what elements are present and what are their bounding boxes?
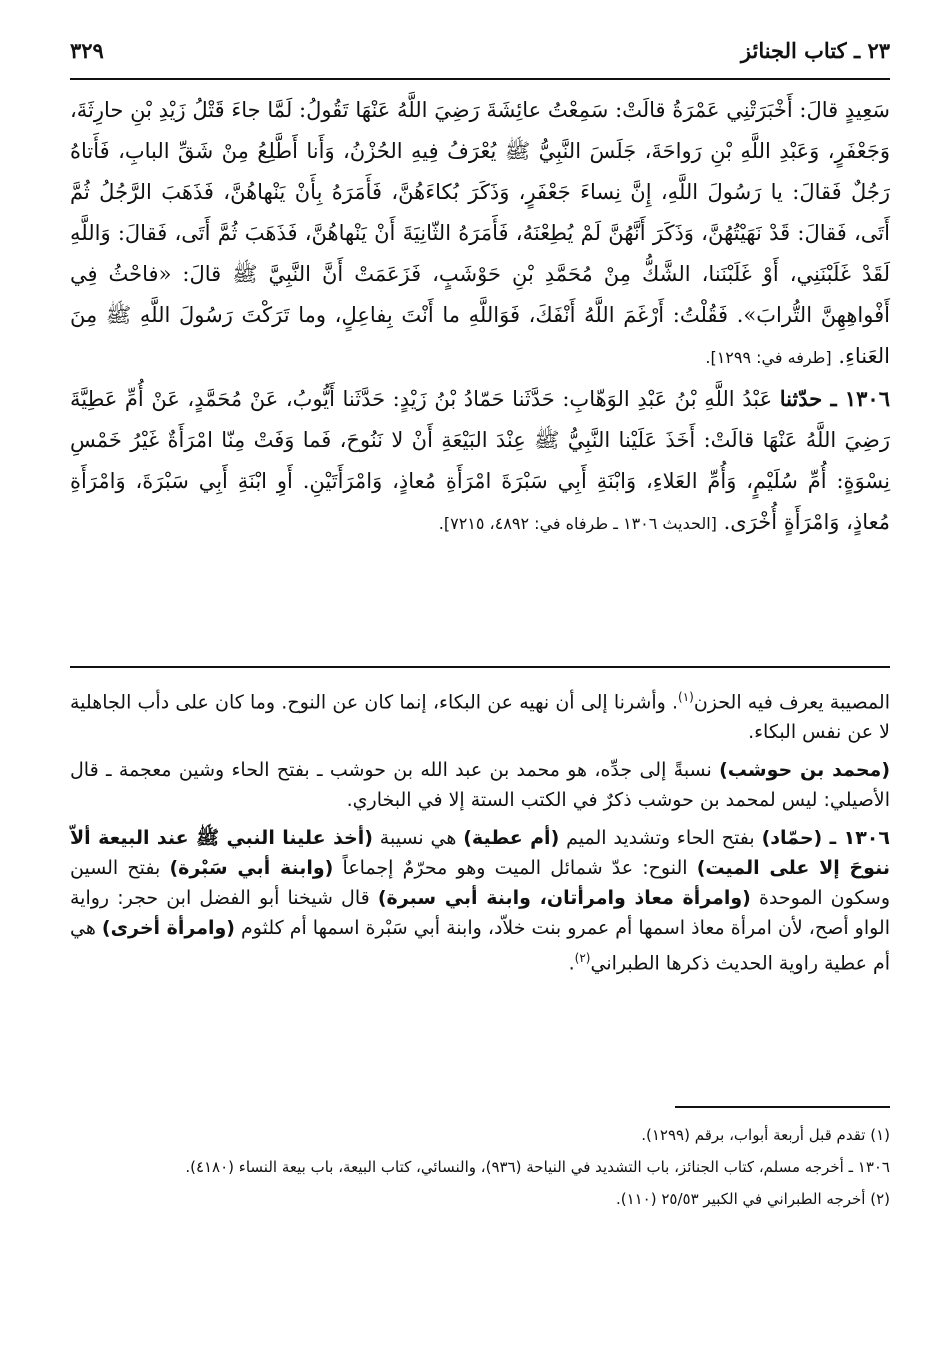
commentary-text: هي نسيبة — [372, 827, 464, 850]
commentary-text: النوح: عدّ شمائل الميت وهو محرّمٌ إجماعاً — [333, 857, 697, 880]
page-number: ٣٢٩ — [70, 38, 104, 63]
commentary-term: (وابنة أبي سَبْرة) — [169, 857, 334, 880]
commentary-para-3 — [70, 823, 890, 978]
commentary-text: . — [568, 952, 575, 975]
hadith-continuation-text: سَعِيدٍ قالَ: أَخْبَرَتْنِي عَمْرَةُ قالَتْ: سَمِعْتُ عائِشَةَ رَضِيَ اللَّهُ عَنْهَا تَقُولُ: لَمَّا جاءَ قَتْلُ زَيْدِ بْنِ حارِثَةَ، وَجَعْفَرٍ، وَعَبْدِ اللَّهِ بْنِ رَواحَةَ، جَلَسَ النَّبِيُّ ﷺ يُعْرَفُ فِيهِ الحُزْنُ، وَأَنا أَطَّلِعُ مِنْ شَقِّ البابِ، فَأَتاهُ رَجُلٌ فَقالَ: يا رَسُولَ اللَّهِ، إِنَّ نِساءَ جَعْفَرٍ، وَذَكَرَ بُكاءَهُنَّ، فَأَمَرَهُ بِأَنْ يَنْهاهُنَّ، فَذَهَبَ الرَّجُلُ ثُمَّ أَتَى، فَقالَ: قَدْ نَهَيْتُهُنَّ، وَذَكَرَ أَنَّهُنَّ لَمْ يُطِعْنَهُ، فَأَمَرَهُ الثّانِيَةَ أَنْ يَنْهاهُنَّ، فَذَهَبَ ثُمَّ أَتَى، فَقالَ: وَاللَّهِ لَقَدْ غَلَبْنَنِي، أَوْ غَلَبْنَنا، الشَّكُّ مِنْ مُحَمَّدِ بْنِ حَوْشَبٍ، فَزَعَمَتْ أَنَّ النَّبِيَّ ﷺ قالَ: «فاحْثُ فِي أَفْواهِهِنَّ التُّرابَ». فَقُلْتُ: أَرْغَمَ اللَّهُ أَنْفَكَ، فَوَاللَّهِ ما أَنْتَ بِفاعِلٍ، وما تَرَكْتَ رَسُولَ اللَّهِ ﷺ مِنَ العَناءِ. — [70, 98, 890, 368]
commentary-text: هي أم عطية راوية الحديث ذكرها الطبراني — [70, 917, 890, 975]
footnote-marker-1: (١) — [678, 690, 694, 704]
commentary-term: (محمد بن حوشب) — [719, 759, 890, 782]
commentary-term: (وامرأة أخرى) — [101, 917, 235, 940]
commentary-term: (أخذ علينا النبي ﷺ عند البيعة ألاّ ننوحَ إلا على الميت) — [70, 827, 890, 880]
hadith-1306-number: ١٣٠٦ ـ حدّثنا — [779, 386, 890, 411]
chapter-title: ٢٣ ـ كتاب الجنائز — [740, 38, 890, 63]
commentary-text: بفتح السين وسكون الموحدة — [70, 857, 890, 910]
commentary-term: (حمّاد) — [761, 827, 823, 850]
footnote-1306: ١٣٠٦ ـ أخرجه مسلم، كتاب الجنائز، باب التشديد في النياحة (٩٣٦)، والنسائي، كتاب البيعة، باب بيعة النساء (٤١٨٠). — [185, 1158, 890, 1176]
header-divider — [70, 78, 890, 80]
commentary-text: نسبةً إلى جدِّه، هو محمد بن عبد الله بن حوشب ـ بفتح الحاء وشين معجمة ـ قال الأصيلي: ليس لمحمد بن حوشب ذكرٌ في الكتب الستة إلا في البخاري. — [70, 759, 890, 812]
hadith-continuation-ref: [طرفه في: ١٢٩٩]. — [705, 348, 832, 367]
commentary-term: (وامرأة معاذ وامرأتان، وابنة أبي سبرة) — [377, 887, 751, 910]
hadith-text-section — [70, 90, 890, 544]
footnote-divider — [675, 1106, 890, 1108]
commentary-divider — [70, 666, 890, 668]
commentary-section — [70, 682, 890, 987]
commentary-text: . وأشرنا إلى أن نهيه عن البكاء، إنما كان عن النوح. وما كان على دأب الجاهلية لا عن نفس البكاء. — [70, 691, 890, 744]
commentary-text: قال شيخنا أبو الفضل ابن حجر: رواية الواو أصح، لأن امرأة معاذ اسمها أم عمرو بنت خلاّد، وابنة أبي سَبْرة اسمها أم كلثوم — [70, 887, 890, 940]
commentary-term: (أم عطية) — [463, 827, 560, 850]
commentary-text: بفتح الحاء وتشديد الميم — [559, 827, 762, 850]
footnote-1: (١) تقدم قبل أربعة أبواب، برقم (١٢٩٩). — [641, 1126, 890, 1144]
commentary-hadith-number: ١٣٠٦ ـ — [822, 827, 890, 850]
footnote-marker-2: (٢) — [574, 951, 591, 966]
footnote-2: (٢) أخرجه الطبراني في الكبير ٢٥/٥٣ (١١٠). — [615, 1190, 890, 1208]
commentary-para-1 — [70, 682, 890, 747]
hadith-1306-ref: [الحديث ١٣٠٦ ـ طرفاه في: ٤٨٩٢، ٧٢١٥]. — [438, 514, 717, 533]
footnotes-section — [70, 1122, 890, 1218]
page-header — [70, 38, 890, 70]
hadith-1306-text: عَبْدُ اللَّهِ بْنُ عَبْدِ الوَهّابِ: حَدَّثَنا حَمّادُ بْنُ زَيْدٍ: حَدَّثَنا أَيُّوبُ، عَنْ مُحَمَّدٍ، عَنْ أُمِّ عَطِيَّةَ رَضِيَ اللَّهُ عَنْهَا قالَتْ: أَخَذَ عَلَيْنا النَّبِيُّ ﷺ عِنْدَ البَيْعَةِ أَنْ لا نَنُوحَ، فَما وَفَتْ مِنّا امْرَأَةٌ غَيْرُ خَمْسِ نِسْوَةٍ: أُمِّ سُلَيْمٍ، وَأُمِّ العَلاءِ، وَابْنَةِ أَبِي سَبْرَةَ امْرَأَةِ مُعاذٍ، وَامْرَأَتَيْنِ. أَوِ ابْنَةِ أَبِي سَبْرَةَ، وَامْرَأَةِ مُعاذٍ، وَامْرَأَةٍ أُخْرَى. — [70, 387, 890, 534]
commentary-text: المصيبة يعرف فيه الحزن — [693, 691, 890, 714]
commentary-para-2 — [70, 755, 890, 815]
hadith-1306 — [70, 378, 890, 544]
hadith-continuation — [70, 90, 890, 378]
